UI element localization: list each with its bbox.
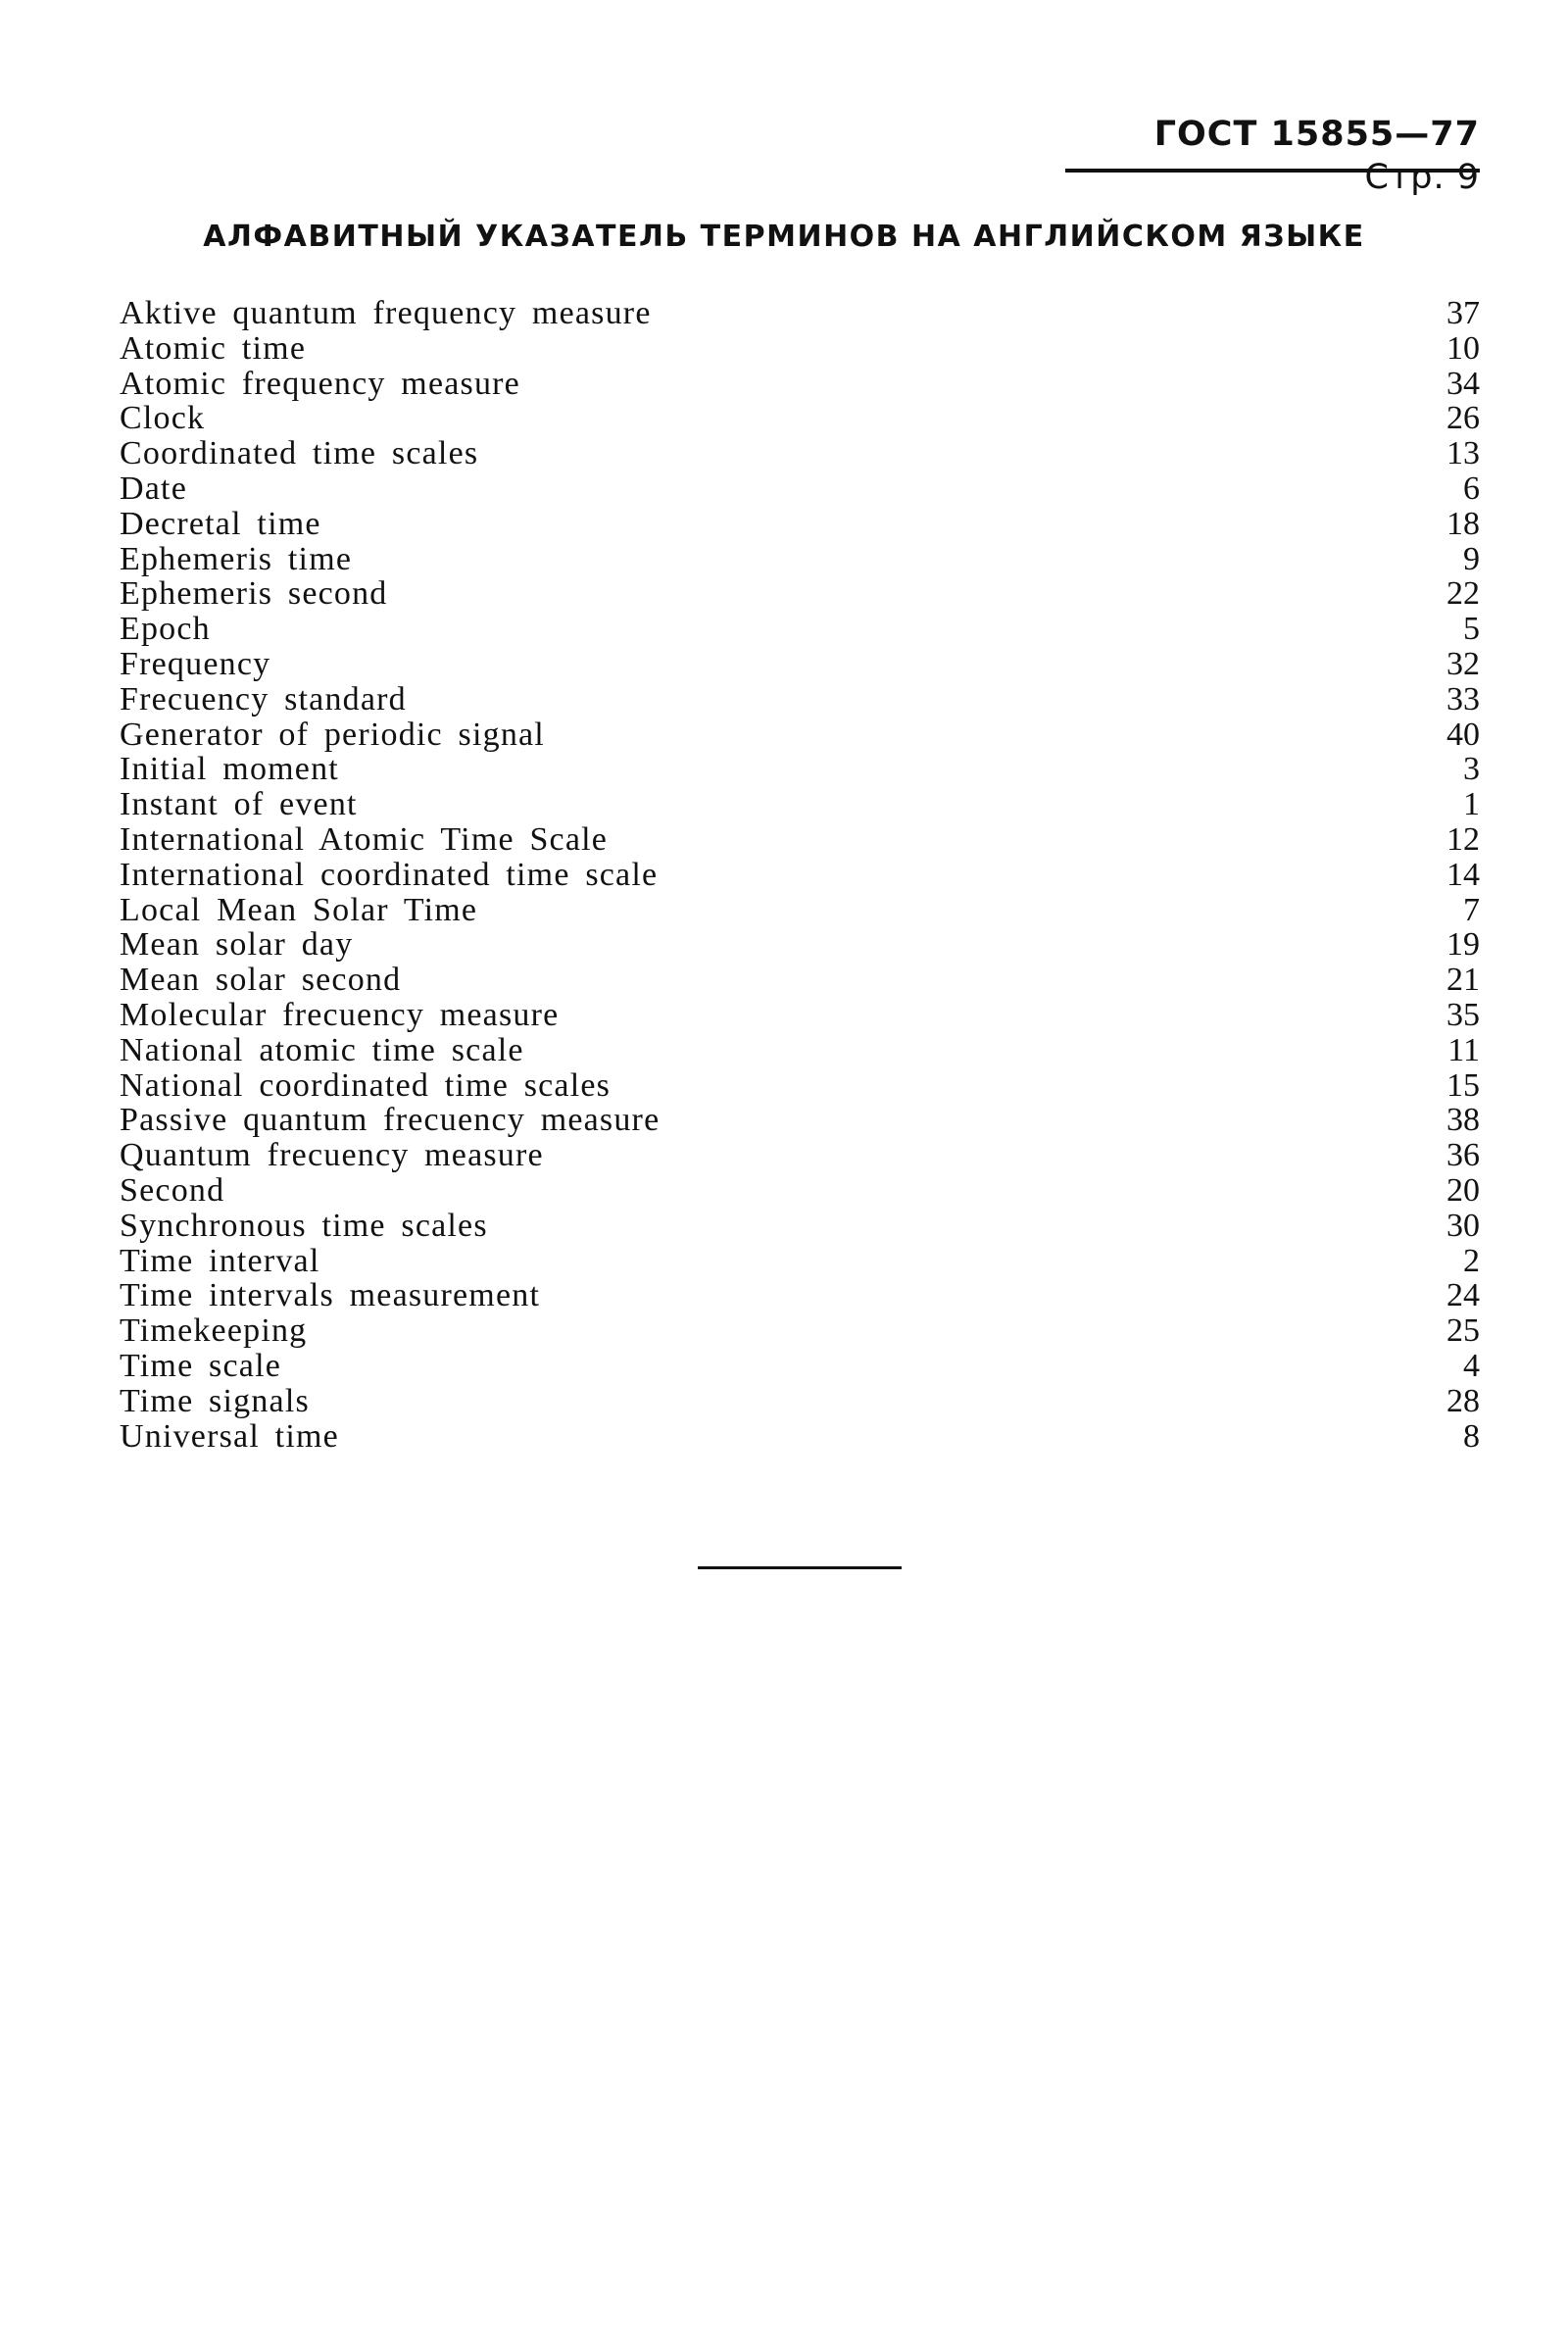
index-term: Timekeeping [120,1312,308,1350]
index-entry [120,367,1480,402]
index-entry [120,893,1480,928]
index-term: International coordinated time scale [120,856,659,893]
index-term-number: 8 [1463,1417,1480,1455]
header-rule [1065,169,1480,173]
index-term-number: 25 [1446,1312,1480,1350]
index-term: International Atomic Time Scale [120,820,609,858]
index-term-number: 11 [1447,1031,1480,1068]
index-term: Ephemeris time [120,540,353,577]
index-term-number: 40 [1446,716,1480,753]
index-term: Frecuency standard [120,680,407,717]
index-term: Ephemeris second [120,575,388,613]
index-entry [120,331,1480,367]
index-term: Generator of periodic signal [120,716,545,753]
index-term-number: 18 [1446,505,1480,542]
index-title: АЛФАВИТНЫЙ УКАЗАТЕЛЬ ТЕРМИНОВ НА АНГЛИЙСКОМ ЯЗЫКЕ [203,220,1365,254]
index-entry [120,1419,1480,1455]
index-term-number: 12 [1446,820,1480,858]
index-term: Initial moment [120,751,339,788]
index-entry [120,787,1480,822]
index-entry [120,927,1480,963]
index-term: Epoch [120,611,211,648]
index-entry [120,1349,1480,1384]
index-term: Instant of event [120,786,358,823]
index-entry [120,612,1480,647]
index-entry [120,1209,1480,1244]
index-term-number: 7 [1463,891,1480,928]
index-entry [120,1103,1480,1138]
index-term: Clock [120,400,206,437]
index-entry [120,647,1480,682]
index-entry [120,822,1480,858]
index-term-number: 37 [1446,295,1480,331]
index-term-number: 6 [1463,470,1480,507]
index-entry [120,1033,1480,1068]
index-term-number: 20 [1446,1171,1480,1209]
index-term: National atomic time scale [120,1031,524,1068]
index-entry [120,296,1480,331]
index-term: Aktive quantum frequency measure [120,295,652,331]
index-term: Time interval [120,1242,320,1279]
index-entry [120,1313,1480,1349]
index-term: Atomic time [120,329,307,367]
index-term-number: 19 [1446,926,1480,964]
index-term: Mean solar second [120,962,402,999]
index-term: Passive quantum frecuency measure [120,1102,661,1139]
index-term: Time scale [120,1347,282,1384]
index-term: Quantum frecuency measure [120,1137,544,1174]
index-term: Universal time [120,1417,339,1455]
index-term-number: 34 [1446,365,1480,402]
index-term: Second [120,1171,225,1209]
index-term-number: 38 [1446,1102,1480,1139]
index-term: Time intervals measurement [120,1277,541,1314]
index-term-number: 9 [1463,540,1480,577]
index-entry [120,576,1480,612]
index-term-number: 3 [1463,751,1480,788]
index-term: Decretal time [120,505,321,542]
index-term: Synchronous time scales [120,1207,488,1244]
end-rule [698,1566,902,1569]
index-entry [120,752,1480,787]
page-header [1068,113,1480,199]
index-term-number: 24 [1446,1277,1480,1314]
index-term: National coordinated time scales [120,1066,612,1104]
index-term-number: 22 [1446,575,1480,613]
index-term: Frequency [120,645,271,682]
index-term-number: 32 [1446,645,1480,682]
index-entry [120,963,1480,998]
index-term-number: 26 [1446,400,1480,437]
index-entry [120,1138,1480,1173]
index-entry [120,1278,1480,1313]
index-entry [120,717,1480,753]
index-term-number: 30 [1446,1207,1480,1244]
index-term: Date [120,470,187,507]
index-term-number: 5 [1463,611,1480,648]
index-term: Time signals [120,1382,310,1419]
index-term-number: 21 [1446,962,1480,999]
index-term: Coordinated time scales [120,435,479,472]
index-term-number: 33 [1446,680,1480,717]
index-term-number: 15 [1446,1066,1480,1104]
index-list [120,296,1480,1454]
index-term-number: 2 [1463,1242,1480,1279]
index-entry [120,507,1480,542]
index-entry [120,1384,1480,1419]
page-number: Стр. 9 [1364,158,1480,197]
index-entry [120,542,1480,577]
standard-number: ГОСТ 15855—77 [1153,115,1480,154]
index-entry [120,682,1480,717]
index-entry [120,1244,1480,1279]
index-term-number: 28 [1446,1382,1480,1419]
index-entry [120,1068,1480,1104]
index-entry [120,998,1480,1033]
index-term-number: 1 [1463,786,1480,823]
index-term: Molecular frecuency measure [120,996,560,1033]
index-entry [120,471,1480,507]
index-entry [120,1173,1480,1209]
index-term: Atomic frequency measure [120,365,520,402]
index-term-number: 36 [1446,1137,1480,1174]
index-term-number: 14 [1446,856,1480,893]
index-term-number: 35 [1446,996,1480,1033]
index-term: Local Mean Solar Time [120,891,478,928]
index-entry [120,401,1480,436]
index-term: Mean solar day [120,926,354,964]
index-entry [120,436,1480,471]
index-term-number: 10 [1446,329,1480,367]
index-term-number: 13 [1446,435,1480,472]
index-term-number: 4 [1463,1347,1480,1384]
index-entry [120,858,1480,893]
